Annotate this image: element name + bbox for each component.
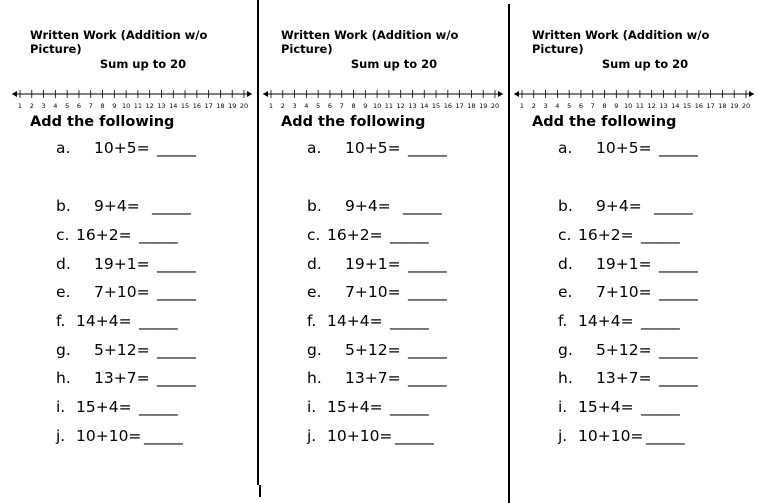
answer-blank: _____ bbox=[157, 369, 196, 387]
number-line-label: 7 bbox=[88, 102, 93, 110]
number-line-label: 8 bbox=[602, 102, 607, 110]
problem-expression: 19+1= bbox=[94, 255, 150, 273]
number-line-label: 16 bbox=[192, 102, 201, 110]
answer-blank: _____ bbox=[408, 369, 447, 387]
answer-blank: _____ bbox=[659, 369, 698, 387]
problem-label: e. bbox=[56, 283, 71, 301]
number-line-label: 12 bbox=[396, 102, 405, 110]
problem-label: a. bbox=[558, 139, 573, 157]
problem-label: e. bbox=[558, 283, 573, 301]
problem-label: e. bbox=[307, 283, 322, 301]
number-line-label: 6 bbox=[578, 102, 584, 110]
problem-expression: 5+12= bbox=[94, 341, 150, 359]
number-line-label: 13 bbox=[659, 102, 668, 110]
answer-blank: _____ bbox=[157, 283, 196, 301]
problem-label: a. bbox=[307, 139, 322, 157]
problem-expression: 10+10= bbox=[327, 427, 393, 445]
problem-expression: 13+7= bbox=[345, 369, 401, 387]
number-line-label: 3 bbox=[543, 102, 548, 110]
answer-blank: _____ bbox=[157, 255, 196, 273]
answer-blank: _____ bbox=[403, 197, 442, 215]
worksheet-subtitle: Sum up to 20 bbox=[99, 57, 187, 71]
problem-expression: 19+1= bbox=[596, 255, 652, 273]
problem-expression: 7+10= bbox=[345, 283, 401, 301]
problem-label: d. bbox=[558, 255, 573, 273]
problem-label: b. bbox=[307, 197, 322, 215]
number-line-label: 19 bbox=[228, 102, 237, 110]
number-line-label: 10 bbox=[372, 102, 382, 110]
problem-label: g. bbox=[558, 341, 573, 359]
number-line-label: 11 bbox=[384, 102, 394, 110]
problem-expression: 16+2= bbox=[76, 226, 132, 244]
problem-expression: 14+4= bbox=[327, 312, 383, 330]
number-line-label: 15 bbox=[180, 102, 190, 110]
number-line-label: 2 bbox=[29, 102, 34, 110]
number-line-label: 14 bbox=[671, 102, 680, 110]
problem-label: f. bbox=[307, 312, 317, 330]
number-line-label: 1 bbox=[17, 102, 23, 110]
number-line-label: 7 bbox=[590, 102, 595, 110]
number-line-label: 16 bbox=[443, 102, 452, 110]
number-line-label: 16 bbox=[694, 102, 703, 110]
number-line-label: 2 bbox=[531, 102, 536, 110]
problem-expression: 13+7= bbox=[596, 369, 652, 387]
number-line-label: 5 bbox=[316, 102, 321, 110]
problem-expression: 10+5= bbox=[596, 139, 652, 157]
number-line-label: 9 bbox=[363, 102, 368, 110]
number-line-label: 4 bbox=[53, 102, 58, 110]
problem-label: i. bbox=[307, 398, 317, 416]
number-line-label: 13 bbox=[157, 102, 166, 110]
problem-expression: 5+12= bbox=[345, 341, 401, 359]
number-line-label: 10 bbox=[121, 102, 131, 110]
number-line-label: 6 bbox=[76, 102, 82, 110]
problem-expression: 9+4= bbox=[94, 197, 140, 215]
number-line-label: 15 bbox=[431, 102, 441, 110]
number-line-right-arrow bbox=[749, 91, 754, 97]
number-line-label: 20 bbox=[741, 102, 751, 110]
number-line-label: 8 bbox=[351, 102, 356, 110]
number-line-label: 6 bbox=[327, 102, 333, 110]
number-line-label: 5 bbox=[65, 102, 70, 110]
problem-label: j. bbox=[307, 427, 317, 445]
number-line-label: 7 bbox=[339, 102, 344, 110]
answer-blank: _____ bbox=[408, 341, 447, 359]
number-line-label: 4 bbox=[555, 102, 560, 110]
number-line-label: 1 bbox=[268, 102, 274, 110]
problem-label: c. bbox=[558, 226, 572, 244]
problem-label: f. bbox=[56, 312, 66, 330]
answer-blank: _____ bbox=[654, 197, 693, 215]
problem-expression: 15+4= bbox=[76, 398, 132, 416]
problem-expression: 15+4= bbox=[578, 398, 634, 416]
number-line-label: 3 bbox=[41, 102, 46, 110]
answer-blank: _____ bbox=[641, 398, 680, 416]
worksheet-title: Written Work (Addition w/o Picture) bbox=[30, 28, 208, 56]
answer-blank: _____ bbox=[641, 312, 680, 330]
worksheet-panel-3 bbox=[502, 0, 752, 503]
problem-label: h. bbox=[307, 369, 322, 387]
number-line-label: 3 bbox=[292, 102, 297, 110]
instruction-heading: Add the following bbox=[281, 115, 426, 130]
problem-expression: 9+4= bbox=[345, 197, 391, 215]
problem-label: g. bbox=[56, 341, 71, 359]
number-line-label: 17 bbox=[455, 102, 464, 110]
answer-blank: _____ bbox=[659, 341, 698, 359]
problem-expression: 7+10= bbox=[596, 283, 652, 301]
number-line bbox=[10, 86, 254, 112]
number-line-label: 1 bbox=[519, 102, 525, 110]
problem-expression: 5+12= bbox=[596, 341, 652, 359]
answer-blank: _____ bbox=[152, 197, 191, 215]
number-line-label: 19 bbox=[730, 102, 739, 110]
problem-label: g. bbox=[307, 341, 322, 359]
number-line-label: 12 bbox=[647, 102, 656, 110]
number-line-label: 15 bbox=[682, 102, 692, 110]
problem-expression: 19+1= bbox=[345, 255, 401, 273]
instruction-heading: Add the following bbox=[532, 115, 677, 130]
answer-blank: _____ bbox=[659, 283, 698, 301]
problem-expression: 13+7= bbox=[94, 369, 150, 387]
number-line-label: 5 bbox=[567, 102, 572, 110]
worksheet-panel-2 bbox=[251, 0, 501, 503]
number-line-label: 20 bbox=[490, 102, 500, 110]
problem-label: h. bbox=[56, 369, 71, 387]
problem-expression: 16+2= bbox=[578, 226, 634, 244]
problem-expression: 10+5= bbox=[345, 139, 401, 157]
answer-blank: _____ bbox=[139, 226, 178, 244]
problem-expression: 14+4= bbox=[76, 312, 132, 330]
number-line-label: 18 bbox=[467, 102, 476, 110]
problem-label: j. bbox=[558, 427, 568, 445]
number-line-label: 9 bbox=[112, 102, 117, 110]
answer-blank: _____ bbox=[390, 312, 429, 330]
answer-blank: _____ bbox=[395, 427, 434, 445]
problem-expression: 10+5= bbox=[94, 139, 150, 157]
number-line-label: 11 bbox=[635, 102, 645, 110]
number-line-left-arrow bbox=[514, 91, 519, 97]
answer-blank: _____ bbox=[641, 226, 680, 244]
problem-label: c. bbox=[307, 226, 321, 244]
problem-expression: 15+4= bbox=[327, 398, 383, 416]
problem-label: b. bbox=[56, 197, 71, 215]
number-line-label: 9 bbox=[614, 102, 619, 110]
answer-blank: _____ bbox=[659, 139, 698, 157]
worksheet-subtitle: Sum up to 20 bbox=[350, 57, 438, 71]
number-line-label: 13 bbox=[408, 102, 417, 110]
problem-label: h. bbox=[558, 369, 573, 387]
worksheet-title: Written Work (Addition w/o Picture) bbox=[532, 28, 710, 56]
problem-expression: 7+10= bbox=[94, 283, 150, 301]
number-line bbox=[512, 86, 756, 112]
number-line-label: 8 bbox=[100, 102, 105, 110]
answer-blank: _____ bbox=[408, 255, 447, 273]
number-line-left-arrow bbox=[12, 91, 17, 97]
answer-blank: _____ bbox=[408, 283, 447, 301]
number-line-label: 12 bbox=[145, 102, 154, 110]
problem-label: i. bbox=[558, 398, 568, 416]
answer-blank: _____ bbox=[157, 139, 196, 157]
number-line bbox=[261, 86, 505, 112]
number-line-label: 11 bbox=[133, 102, 143, 110]
worksheet-panel-1 bbox=[0, 0, 250, 503]
answer-blank: _____ bbox=[157, 341, 196, 359]
problem-expression: 16+2= bbox=[327, 226, 383, 244]
answer-blank: _____ bbox=[659, 255, 698, 273]
answer-blank: _____ bbox=[646, 427, 685, 445]
number-line-label: 14 bbox=[420, 102, 429, 110]
problem-expression: 9+4= bbox=[596, 197, 642, 215]
number-line-label: 2 bbox=[280, 102, 285, 110]
number-line-label: 10 bbox=[623, 102, 633, 110]
instruction-heading: Add the following bbox=[30, 115, 175, 130]
number-line-label: 17 bbox=[204, 102, 213, 110]
worksheet-title: Written Work (Addition w/o Picture) bbox=[281, 28, 459, 56]
answer-blank: _____ bbox=[390, 398, 429, 416]
problem-label: i. bbox=[56, 398, 66, 416]
number-line-label: 18 bbox=[718, 102, 727, 110]
answer-blank: _____ bbox=[390, 226, 429, 244]
number-line-label: 19 bbox=[479, 102, 488, 110]
problem-label: j. bbox=[56, 427, 66, 445]
problem-label: d. bbox=[56, 255, 71, 273]
number-line-label: 4 bbox=[304, 102, 309, 110]
answer-blank: _____ bbox=[408, 139, 447, 157]
number-line-left-arrow bbox=[263, 91, 268, 97]
problem-label: a. bbox=[56, 139, 71, 157]
number-line-label: 17 bbox=[706, 102, 715, 110]
number-line-label: 20 bbox=[239, 102, 249, 110]
problem-label: d. bbox=[307, 255, 322, 273]
worksheet-subtitle: Sum up to 20 bbox=[601, 57, 689, 71]
number-line-label: 14 bbox=[169, 102, 178, 110]
problem-expression: 10+10= bbox=[578, 427, 644, 445]
number-line-label: 18 bbox=[216, 102, 225, 110]
problem-label: b. bbox=[558, 197, 573, 215]
problem-expression: 10+10= bbox=[76, 427, 142, 445]
answer-blank: _____ bbox=[144, 427, 183, 445]
problem-label: c. bbox=[56, 226, 70, 244]
answer-blank: _____ bbox=[139, 312, 178, 330]
answer-blank: _____ bbox=[139, 398, 178, 416]
problem-label: f. bbox=[558, 312, 568, 330]
problem-expression: 14+4= bbox=[578, 312, 634, 330]
